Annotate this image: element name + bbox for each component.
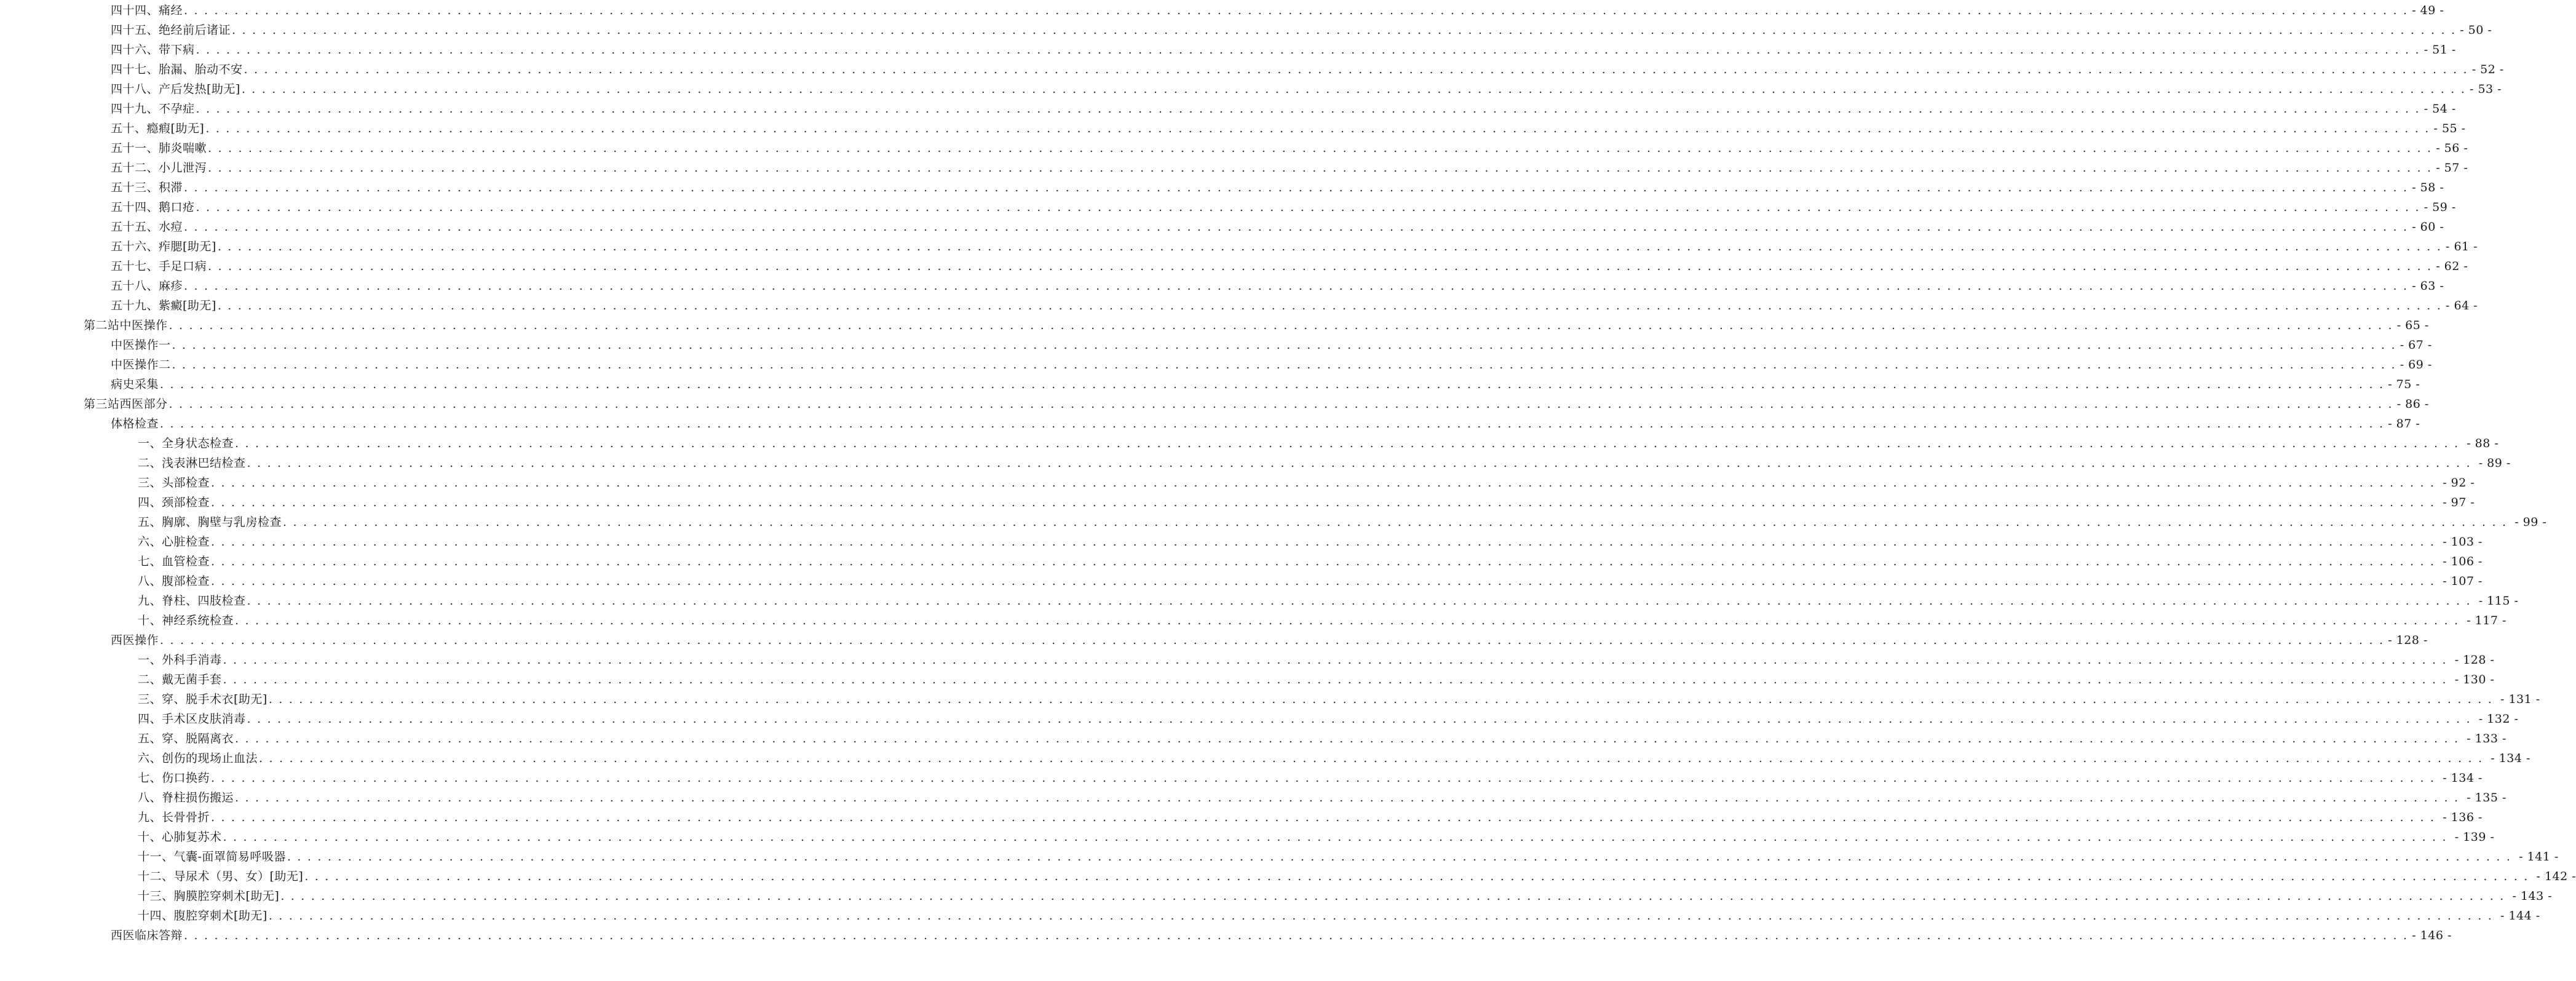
toc-entry-title: 五十五、水痘 [111,220,183,234]
toc-page-number: - 62 - [2436,260,2468,273]
toc-entry-title: 五十六、痄腮[助无] [111,240,216,253]
toc-page-number: - 132 - [2478,712,2519,726]
toc-entry-title: 四十五、绝经前后诸证 [111,23,231,37]
toc-entry[interactable] [138,552,2483,571]
toc-page-number: - 115 - [2478,594,2519,608]
toc-page-number: - 53 - [2470,82,2502,96]
toc-entry-title: 第二站中医操作 [84,319,168,332]
toc-entry[interactable] [138,808,2483,827]
dot-leader: . . . . . . . . . . . . . . . . . . . . . . . . . . . . . . . . . . . . . . . . . . . . . . . . . . . . . . . . . . . . . . . . . . . . . . . . . . . . . . . . . . . . . . . . . . . . . . . . . . . . . . . . . . . . . . . . . . . . . . . . . . . . . . . . . . . . . . . . . . . . . . . . . . . . . . . . . . . . . . . . . . . . . . . . . . . . . . . . . . . . . . . . . . . . . . . . . . . . . . . . . . . . . . . . . . . . . . . . . . . . [184,4,2409,17]
toc-page-number: - 65 - [2396,319,2429,332]
dot-leader: . . . . . . . . . . . . . . . . . . . . . . . . . . . . . . . . . . . . . . . . . . . . . . . . . . . . . . . . . . . . . . . . . . . . . . . . . . . . . . . . . . . . . . . . . . . . . . . . . . . . . . . . . . . . . . . . . . . . . . . . . . . . . . . . . . . . . . . . . . . . . . . . . . . . . . . . . . . . . . . . . . . . . . . . . . . . . . . . . . . . . . . . . . . . . . . . . . . . . . . . . . . . . . . . . . . . . . . . . . . . [172,338,2396,352]
toc-entry[interactable] [138,887,2553,905]
toc-entry-title: 五十一、肺炎喘嗽 [111,141,207,155]
dot-leader: . . . . . . . . . . . . . . . . . . . . . . . . . . . . . . . . . . . . . . . . . . . . . . . . . . . . . . . . . . . . . . . . . . . . . . . . . . . . . . . . . . . . . . . . . . . . . . . . . . . . . . . . . . . . . . . . . . . . . . . . . . . . . . . . . . . . . . . . . . . . . . . . . . . . . . . . . . . . . . . . . . . . . . . . . . . . . . . . . . . . . . . . . . . . . . . . . . . . . . . . . . . . . . . . . . . . . . . . . . . . [168,397,2393,411]
toc-page-number: - 61 - [2446,240,2478,253]
dot-leader: . . . . . . . . . . . . . . . . . . . . . . . . . . . . . . . . . . . . . . . . . . . . . . . . . . . . . . . . . . . . . . . . . . . . . . . . . . . . . . . . . . . . . . . . . . . . . . . . . . . . . . . . . . . . . . . . . . . . . . . . . . . . . . . . . . . . . . . . . . . . . . . . . . . . . . . . . . . . . . . . . . . . . . . . . . . . . . . . . . . . . . . . . . . . . . . . . . . . . . . . . . . . . . . . . . . . . . . . . . . . [160,417,2385,431]
toc-entry-title: 三、穿、脱手术衣[助无] [138,693,268,706]
toc-entry[interactable] [138,513,2547,531]
toc-page-number: - 59 - [2423,201,2456,214]
dot-leader: . . . . . . . . . . . . . . . . . . . . . . . . . . . . . . . . . . . . . . . . . . . . . . . . . . . . . . . . . . . . . . . . . . . . . . . . . . . . . . . . . . . . . . . . . . . . . . . . . . . . . . . . . . . . . . . . . . . . . . . . . . . . . . . . . . . . . . . . . . . . . . . . . . . . . . . . . . . . . . . . . . . . . . . . . . . . . . . . . . . . . . . . . . . . . . . . . . . . . . . . . . . . . . . . . . . . . . . . . . . . [208,161,2433,175]
toc-entry[interactable] [111,926,2452,945]
toc-entry[interactable] [138,788,2507,807]
toc-entry-title: 五十七、手足口病 [111,260,207,273]
dot-leader: . . . . . . . . . . . . . . . . . . . . . . . . . . . . . . . . . . . . . . . . . . . . . . . . . . . . . . . . . . . . . . . . . . . . . . . . . . . . . . . . . . . . . . . . . . . . . . . . . . . . . . . . . . . . . . . . . . . . . . . . . . . . . . . . . . . . . . . . . . . . . . . . . . . . . . . . . . . . . . . . . . . . . . . . . . . . . . . . . . . . . . . . . . . . . . . . . . . . . . . . . . . . . . . . . . . . . . . . . . . . [211,811,2436,824]
toc-entry-title: 五十三、积滞 [111,181,183,194]
toc-entry-title: 十四、腹腔穿刺术[助无] [138,909,268,923]
dot-leader: . . . . . . . . . . . . . . . . . . . . . . . . . . . . . . . . . . . . . . . . . . . . . . . . . . . . . . . . . . . . . . . . . . . . . . . . . . . . . . . . . . . . . . . . . . . . . . . . . . . . . . . . . . . . . . . . . . . . . . . . . . . . . . . . . . . . . . . . . . . . . . . . . . . . . . . . . . . . . . . . . . . . . . . . . . . . . . . . . . . . . . . . . . . . . . . . . . . . . . . . . . . . . . . . . . . . . . . . . . . . [304,870,2529,883]
toc-page-number: - 58 - [2412,181,2444,194]
toc-page-number: - 49 - [2412,4,2444,17]
dot-leader: . . . . . . . . . . . . . . . . . . . . . . . . . . . . . . . . . . . . . . . . . . . . . . . . . . . . . . . . . . . . . . . . . . . . . . . . . . . . . . . . . . . . . . . . . . . . . . . . . . . . . . . . . . . . . . . . . . . . . . . . . . . . . . . . . . . . . . . . . . . . . . . . . . . . . . . . . . . . . . . . . . . . . . . . . . . . . . . . . . . . . . . . . . . . . . . . . . . . . . . . . . . . . . . . . . . . . . . . . . . . [208,260,2433,273]
toc-entry-title: 五十四、鹅口疮 [111,201,195,214]
toc-page-number: - 64 - [2446,299,2478,312]
toc-page-number: - 87 - [2388,417,2420,431]
dot-leader: . . . . . . . . . . . . . . . . . . . . . . . . . . . . . . . . . . . . . . . . . . . . . . . . . . . . . . . . . . . . . . . . . . . . . . . . . . . . . . . . . . . . . . . . . . . . . . . . . . . . . . . . . . . . . . . . . . . . . . . . . . . . . . . . . . . . . . . . . . . . . . . . . . . . . . . . . . . . . . . . . . . . . . . . . . . . . . . . . . . . . . . . . . . . . . . . . . . . . . . . . . . . . . . . . . . . . . . . . . . . [217,299,2442,312]
dot-leader: . . . . . . . . . . . . . . . . . . . . . . . . . . . . . . . . . . . . . . . . . . . . . . . . . . . . . . . . . . . . . . . . . . . . . . . . . . . . . . . . . . . . . . . . . . . . . . . . . . . . . . . . . . . . . . . . . . . . . . . . . . . . . . . . . . . . . . . . . . . . . . . . . . . . . . . . . . . . . . . . . . . . . . . . . . . . . . . . . . . . . . . . . . . . . . . . . . . . . . . . . . . . . . . . . . . . . . . . . . . . [184,279,2409,293]
toc-entry-title: 四、手术区皮肤消毒 [138,712,246,726]
toc-page-number: - 75 - [2388,378,2420,391]
toc-entry[interactable] [138,611,2507,630]
toc-entry[interactable] [111,336,2432,354]
dot-leader: . . . . . . . . . . . . . . . . . . . . . . . . . . . . . . . . . . . . . . . . . . . . . . . . . . . . . . . . . . . . . . . . . . . . . . . . . . . . . . . . . . . . . . . . . . . . . . . . . . . . . . . . . . . . . . . . . . . . . . . . . . . . . . . . . . . . . . . . . . . . . . . . . . . . . . . . . . . . . . . . . . . . . . . . . . . . . . . . . . . . . . . . . . . . . . . . . . . . . . . . . . . . . . . . . . . . . . . . . . . . [241,82,2466,96]
dot-leader: . . . . . . . . . . . . . . . . . . . . . . . . . . . . . . . . . . . . . . . . . . . . . . . . . . . . . . . . . . . . . . . . . . . . . . . . . . . . . . . . . . . . . . . . . . . . . . . . . . . . . . . . . . . . . . . . . . . . . . . . . . . . . . . . . . . . . . . . . . . . . . . . . . . . . . . . . . . . . . . . . . . . . . . . . . . . . . . . . . . . . . . . . . . . . . . . . . . . . . . . . . . . . . . . . . . . . . . . . . . . [211,496,2436,509]
toc-entry-title: 七、血管检查 [138,555,210,568]
dot-leader: . . . . . . . . . . . . . . . . . . . . . . . . . . . . . . . . . . . . . . . . . . . . . . . . . . . . . . . . . . . . . . . . . . . . . . . . . . . . . . . . . . . . . . . . . . . . . . . . . . . . . . . . . . . . . . . . . . . . . . . . . . . . . . . . . . . . . . . . . . . . . . . . . . . . . . . . . . . . . . . . . . . . . . . . . . . . . . . . . . . . . . . . . . . . . . . . . . . . . . . . . . . . . . . . . . . . . . . . . . . . [168,319,2393,332]
toc-page-number: - 88 - [2467,437,2499,450]
toc-entry-title: 第三站西医部分 [84,397,168,411]
dot-leader: . . . . . . . . . . . . . . . . . . . . . . . . . . . . . . . . . . . . . . . . . . . . . . . . . . . . . . . . . . . . . . . . . . . . . . . . . . . . . . . . . . . . . . . . . . . . . . . . . . . . . . . . . . . . . . . . . . . . . . . . . . . . . . . . . . . . . . . . . . . . . . . . . . . . . . . . . . . . . . . . . . . . . . . . . . . . . . . . . . . . . . . . . . . . . . . . . . . . . . . . . . . . . . . . . . . . . . . . . . . . [211,555,2436,568]
toc-page-number: - 128 - [2388,633,2428,647]
toc-entry-title: 八、脊柱损伤搬运 [138,791,234,804]
toc-entry[interactable] [111,21,2492,39]
dot-leader: . . . . . . . . . . . . . . . . . . . . . . . . . . . . . . . . . . . . . . . . . . . . . . . . . . . . . . . . . . . . . . . . . . . . . . . . . . . . . . . . . . . . . . . . . . . . . . . . . . . . . . . . . . . . . . . . . . . . . . . . . . . . . . . . . . . . . . . . . . . . . . . . . . . . . . . . . . . . . . . . . . . . . . . . . . . . . . . . . . . . . . . . . . . . . . . . . . . . . . . . . . . . . . . . . . . . . . . . . . . . [280,889,2505,903]
toc-entry[interactable] [111,355,2432,374]
toc-entry[interactable] [111,375,2420,394]
toc-entry-title: 十二、导尿术（男、女）[助无] [138,870,304,883]
toc-page-number: - 56 - [2436,141,2468,155]
toc-entry[interactable] [138,670,2495,689]
dot-leader: . . . . . . . . . . . . . . . . . . . . . . . . . . . . . . . . . . . . . . . . . . . . . . . . . . . . . . . . . . . . . . . . . . . . . . . . . . . . . . . . . . . . . . . . . . . . . . . . . . . . . . . . . . . . . . . . . . . . . . . . . . . . . . . . . . . . . . . . . . . . . . . . . . . . . . . . . . . . . . . . . . . . . . . . . . . . . . . . . . . . . . . . . . . . . . . . . . . . . . . . . . . . . . . . . . . . . . . . . . . . [235,791,2460,804]
toc-entry[interactable] [138,867,2576,886]
toc-entry-title: 西医操作 [111,633,159,647]
toc-entry[interactable] [138,729,2507,748]
toc-entry[interactable] [111,257,2468,276]
toc-entry[interactable] [138,651,2495,669]
toc-entry-title: 一、外科手消毒 [138,653,222,667]
toc-page-number: - 67 - [2400,338,2432,352]
toc-entry-title: 四十六、带下病 [111,43,195,57]
toc-entry[interactable] [138,592,2519,610]
toc-entry-title: 体格检查 [111,417,159,431]
dot-leader: . . . . . . . . . . . . . . . . . . . . . . . . . . . . . . . . . . . . . . . . . . . . . . . . . . . . . . . . . . . . . . . . . . . . . . . . . . . . . . . . . . . . . . . . . . . . . . . . . . . . . . . . . . . . . . . . . . . . . . . . . . . . . . . . . . . . . . . . . . . . . . . . . . . . . . . . . . . . . . . . . . . . . . . . . . . . . . . . . . . . . . . . . . . . . . . . . . . . . . . . . . . . . . . . . . . . . . . . . . . . [235,732,2460,745]
dot-leader: . . . . . . . . . . . . . . . . . . . . . . . . . . . . . . . . . . . . . . . . . . . . . . . . . . . . . . . . . . . . . . . . . . . . . . . . . . . . . . . . . . . . . . . . . . . . . . . . . . . . . . . . . . . . . . . . . . . . . . . . . . . . . . . . . . . . . . . . . . . . . . . . . . . . . . . . . . . . . . . . . . . . . . . . . . . . . . . . . . . . . . . . . . . . . . . . . . . . . . . . . . . . . . . . . . . . . . . . . . . . [268,909,2493,923]
toc-page-number: - 107 - [2443,574,2483,588]
toc-entry-title: 十三、胸膜腔穿刺术[助无] [138,889,280,903]
toc-page-number: - 146 - [2412,929,2452,942]
toc-entry-title: 四十四、痛经 [111,4,183,17]
toc-entry[interactable] [111,119,2466,138]
toc-page-number: - 135 - [2467,791,2507,804]
toc-entry[interactable] [138,769,2483,787]
toc-entry-title: 七、伤口换药 [138,771,210,785]
dot-leader: . . . . . . . . . . . . . . . . . . . . . . . . . . . . . . . . . . . . . . . . . . . . . . . . . . . . . . . . . . . . . . . . . . . . . . . . . . . . . . . . . . . . . . . . . . . . . . . . . . . . . . . . . . . . . . . . . . . . . . . . . . . . . . . . . . . . . . . . . . . . . . . . . . . . . . . . . . . . . . . . . . . . . . . . . . . . . . . . . . . . . . . . . . . . . . . . . . . . . . . . . . . . . . . . . . . . . . . . . . . . [196,43,2420,57]
dot-leader: . . . . . . . . . . . . . . . . . . . . . . . . . . . . . . . . . . . . . . . . . . . . . . . . . . . . . . . . . . . . . . . . . . . . . . . . . . . . . . . . . . . . . . . . . . . . . . . . . . . . . . . . . . . . . . . . . . . . . . . . . . . . . . . . . . . . . . . . . . . . . . . . . . . . . . . . . . . . . . . . . . . . . . . . . . . . . . . . . . . . . . . . . . . . . . . . . . . . . . . . . . . . . . . . . . . . . . . . . . . . [268,693,2493,706]
toc-entry-title: 一、全身状态检查 [138,437,234,450]
toc-page-number: - 54 - [2423,102,2456,116]
dot-leader: . . . . . . . . . . . . . . . . . . . . . . . . . . . . . . . . . . . . . . . . . . . . . . . . . . . . . . . . . . . . . . . . . . . . . . . . . . . . . . . . . . . . . . . . . . . . . . . . . . . . . . . . . . . . . . . . . . . . . . . . . . . . . . . . . . . . . . . . . . . . . . . . . . . . . . . . . . . . . . . . . . . . . . . . . . . . . . . . . . . . . . . . . . . . . . . . . . . . . . . . . . . . . . . . . . . . . . . . . . . . [287,850,2512,864]
toc-entry[interactable] [111,60,2504,79]
dot-leader: . . . . . . . . . . . . . . . . . . . . . . . . . . . . . . . . . . . . . . . . . . . . . . . . . . . . . . . . . . . . . . . . . . . . . . . . . . . . . . . . . . . . . . . . . . . . . . . . . . . . . . . . . . . . . . . . . . . . . . . . . . . . . . . . . . . . . . . . . . . . . . . . . . . . . . . . . . . . . . . . . . . . . . . . . . . . . . . . . . . . . . . . . . . . . . . . . . . . . . . . . . . . . . . . . . . . . . . . . . . . [211,771,2436,785]
toc-entry[interactable] [138,533,2483,551]
dot-leader: . . . . . . . . . . . . . . . . . . . . . . . . . . . . . . . . . . . . . . . . . . . . . . . . . . . . . . . . . . . . . . . . . . . . . . . . . . . . . . . . . . . . . . . . . . . . . . . . . . . . . . . . . . . . . . . . . . . . . . . . . . . . . . . . . . . . . . . . . . . . . . . . . . . . . . . . . . . . . . . . . . . . . . . . . . . . . . . . . . . . . . . . . . . . . . . . . . . . . . . . . . . . . . . . . . . . . . . . . . . . [223,830,2447,844]
toc-page-number: - 51 - [2423,43,2456,57]
toc-entry[interactable] [111,631,2428,649]
toc-entry[interactable] [111,218,2444,236]
dot-leader: . . . . . . . . . . . . . . . . . . . . . . . . . . . . . . . . . . . . . . . . . . . . . . . . . . . . . . . . . . . . . . . . . . . . . . . . . . . . . . . . . . . . . . . . . . . . . . . . . . . . . . . . . . . . . . . . . . . . . . . . . . . . . . . . . . . . . . . . . . . . . . . . . . . . . . . . . . . . . . . . . . . . . . . . . . . . . . . . . . . . . . . . . . . . . . . . . . . . . . . . . . . . . . . . . . . . . . . . . . . . [235,437,2460,450]
dot-leader: . . . . . . . . . . . . . . . . . . . . . . . . . . . . . . . . . . . . . . . . . . . . . . . . . . . . . . . . . . . . . . . . . . . . . . . . . . . . . . . . . . . . . . . . . . . . . . . . . . . . . . . . . . . . . . . . . . . . . . . . . . . . . . . . . . . . . . . . . . . . . . . . . . . . . . . . . . . . . . . . . . . . . . . . . . . . . . . . . . . . . . . . . . . . . . . . . . . . . . . . . . . . . . . . . . . . . . . . . . . . [205,122,2430,135]
toc-entry[interactable] [84,395,2429,413]
toc-entry-title: 十、神经系统检查 [138,614,234,627]
toc-entry-title: 五十九、紫癜[助无] [111,299,216,312]
toc-entry[interactable] [138,690,2540,709]
toc-entry[interactable] [111,139,2468,157]
toc-page-number: - 142 - [2536,870,2576,883]
toc-entry-title: 九、脊柱、四肢检查 [138,594,246,608]
dot-leader: . . . . . . . . . . . . . . . . . . . . . . . . . . . . . . . . . . . . . . . . . . . . . . . . . . . . . . . . . . . . . . . . . . . . . . . . . . . . . . . . . . . . . . . . . . . . . . . . . . . . . . . . . . . . . . . . . . . . . . . . . . . . . . . . . . . . . . . . . . . . . . . . . . . . . . . . . . . . . . . . . . . . . . . . . . . . . . . . . . . . . . . . . . . . . . . . . . . . . . . . . . . . . . . . . . . . . . . . . . . . [160,633,2385,647]
dot-leader: . . . . . . . . . . . . . . . . . . . . . . . . . . . . . . . . . . . . . . . . . . . . . . . . . . . . . . . . . . . . . . . . . . . . . . . . . . . . . . . . . . . . . . . . . . . . . . . . . . . . . . . . . . . . . . . . . . . . . . . . . . . . . . . . . . . . . . . . . . . . . . . . . . . . . . . . . . . . . . . . . . . . . . . . . . . . . . . . . . . . . . . . . . . . . . . . . . . . . . . . . . . . . . . . . . . . . . . . . . . . [208,141,2433,155]
dot-leader: . . . . . . . . . . . . . . . . . . . . . . . . . . . . . . . . . . . . . . . . . . . . . . . . . . . . . . . . . . . . . . . . . . . . . . . . . . . . . . . . . . . . . . . . . . . . . . . . . . . . . . . . . . . . . . . . . . . . . . . . . . . . . . . . . . . . . . . . . . . . . . . . . . . . . . . . . . . . . . . . . . . . . . . . . . . . . . . . . . . . . . . . . . . . . . . . . . . . . . . . . . . . . . . . . . . . . . . . . . . . [259,752,2484,765]
toc-page-number: - 141 - [2519,850,2559,864]
toc-entry-title: 二、戴无菌手套 [138,673,222,686]
toc-entry[interactable] [111,41,2456,59]
toc-page-number: - 143 - [2512,889,2553,903]
toc-page-number: - 130 - [2454,673,2495,686]
dot-leader: . . . . . . . . . . . . . . . . . . . . . . . . . . . . . . . . . . . . . . . . . . . . . . . . . . . . . . . . . . . . . . . . . . . . . . . . . . . . . . . . . . . . . . . . . . . . . . . . . . . . . . . . . . . . . . . . . . . . . . . . . . . . . . . . . . . . . . . . . . . . . . . . . . . . . . . . . . . . . . . . . . . . . . . . . . . . . . . . . . . . . . . . . . . . . . . . . . . . . . . . . . . . . . . . . . . . . . . . . . . . [217,240,2442,253]
toc-page-number: - 63 - [2412,279,2444,293]
toc-entry-title: 五十八、麻疹 [111,279,183,293]
toc-page-number: - 92 - [2443,476,2475,490]
toc-entry[interactable] [138,848,2559,866]
dot-leader: . . . . . . . . . . . . . . . . . . . . . . . . . . . . . . . . . . . . . . . . . . . . . . . . . . . . . . . . . . . . . . . . . . . . . . . . . . . . . . . . . . . . . . . . . . . . . . . . . . . . . . . . . . . . . . . . . . . . . . . . . . . . . . . . . . . . . . . . . . . . . . . . . . . . . . . . . . . . . . . . . . . . . . . . . . . . . . . . . . . . . . . . . . . . . . . . . . . . . . . . . . . . . . . . . . . . . . . . . . . . [211,476,2436,490]
toc-entry-title: 中医操作一 [111,338,171,352]
toc-page-number: - 99 - [2515,515,2547,529]
toc-entry-title: 六、创伤的现场止血法 [138,752,258,765]
toc-entry-title: 六、心脏检查 [138,535,210,549]
toc-entry[interactable] [138,749,2530,768]
dot-leader: . . . . . . . . . . . . . . . . . . . . . . . . . . . . . . . . . . . . . . . . . . . . . . . . . . . . . . . . . . . . . . . . . . . . . . . . . . . . . . . . . . . . . . . . . . . . . . . . . . . . . . . . . . . . . . . . . . . . . . . . . . . . . . . . . . . . . . . . . . . . . . . . . . . . . . . . . . . . . . . . . . . . . . . . . . . . . . . . . . . . . . . . . . . . . . . . . . . . . . . . . . . . . . . . . . . . . . . . . . . . [247,456,2471,470]
toc-entry[interactable] [138,828,2495,846]
toc-page-number: - 50 - [2460,23,2492,37]
dot-leader: . . . . . . . . . . . . . . . . . . . . . . . . . . . . . . . . . . . . . . . . . . . . . . . . . . . . . . . . . . . . . . . . . . . . . . . . . . . . . . . . . . . . . . . . . . . . . . . . . . . . . . . . . . . . . . . . . . . . . . . . . . . . . . . . . . . . . . . . . . . . . . . . . . . . . . . . . . . . . . . . . . . . . . . . . . . . . . . . . . . . . . . . . . . . . . . . . . . . . . . . . . . . . . . . . . . . . . . . . . . . [172,358,2396,371]
dot-leader: . . . . . . . . . . . . . . . . . . . . . . . . . . . . . . . . . . . . . . . . . . . . . . . . . . . . . . . . . . . . . . . . . . . . . . . . . . . . . . . . . . . . . . . . . . . . . . . . . . . . . . . . . . . . . . . . . . . . . . . . . . . . . . . . . . . . . . . . . . . . . . . . . . . . . . . . . . . . . . . . . . . . . . . . . . . . . . . . . . . . . . . . . . . . . . . . . . . . . . . . . . . . . . . . . . . . . . . . . . . . [223,673,2447,686]
toc-page-number: - 128 - [2454,653,2495,667]
toc-entry[interactable] [138,710,2519,728]
toc-entry[interactable] [138,493,2475,512]
toc-entry-title: 八、腹部检查 [138,574,210,588]
dot-leader: . . . . . . . . . . . . . . . . . . . . . . . . . . . . . . . . . . . . . . . . . . . . . . . . . . . . . . . . . . . . . . . . . . . . . . . . . . . . . . . . . . . . . . . . . . . . . . . . . . . . . . . . . . . . . . . . . . . . . . . . . . . . . . . . . . . . . . . . . . . . . . . . . . . . . . . . . . . . . . . . . . . . . . . . . . . . . . . . . . . . . . . . . . . . . . . . . . . . . . . . . . . . . . . . . . . . . . . . . . . . [196,102,2420,116]
toc-page-number: - 136 - [2443,811,2483,824]
toc-page-number: - 89 - [2478,456,2511,470]
toc-entry-title: 十一、气囊-面罩简易呼吸器 [138,850,286,864]
dot-leader: . . . . . . . . . . . . . . . . . . . . . . . . . . . . . . . . . . . . . . . . . . . . . . . . . . . . . . . . . . . . . . . . . . . . . . . . . . . . . . . . . . . . . . . . . . . . . . . . . . . . . . . . . . . . . . . . . . . . . . . . . . . . . . . . . . . . . . . . . . . . . . . . . . . . . . . . . . . . . . . . . . . . . . . . . . . . . . . . . . . . . . . . . . . . . . . . . . . . . . . . . . . . . . . . . . . . . . . . . . . . [211,535,2436,549]
toc-entry-title: 病史采集 [111,378,159,391]
toc-entry-title: 四十九、不孕症 [111,102,195,116]
toc-entry-title: 四十七、胎漏、胎动不安 [111,63,243,76]
dot-leader: . . . . . . . . . . . . . . . . . . . . . . . . . . . . . . . . . . . . . . . . . . . . . . . . . . . . . . . . . . . . . . . . . . . . . . . . . . . . . . . . . . . . . . . . . . . . . . . . . . . . . . . . . . . . . . . . . . . . . . . . . . . . . . . . . . . . . . . . . . . . . . . . . . . . . . . . . . . . . . . . . . . . . . . . . . . . . . . . . . . . . . . . . . . . . . . . . . . . . . . . . . . . . . . . . . . . . . . . . . . . [196,201,2420,214]
toc-page-number: - 69 - [2400,358,2432,371]
toc-page-number: - 133 - [2467,732,2507,745]
toc-page-number: - 134 - [2443,771,2483,785]
toc-page-number: - 86 - [2396,397,2429,411]
toc-entry[interactable] [111,1,2444,20]
toc-entry[interactable] [111,198,2456,216]
dot-leader: . . . . . . . . . . . . . . . . . . . . . . . . . . . . . . . . . . . . . . . . . . . . . . . . . . . . . . . . . . . . . . . . . . . . . . . . . . . . . . . . . . . . . . . . . . . . . . . . . . . . . . . . . . . . . . . . . . . . . . . . . . . . . . . . . . . . . . . . . . . . . . . . . . . . . . . . . . . . . . . . . . . . . . . . . . . . . . . . . . . . . . . . . . . . . . . . . . . . . . . . . . . . . . . . . . . . . . . . . . . . [244,63,2468,76]
toc-entry[interactable] [111,415,2420,433]
dot-leader: . . . . . . . . . . . . . . . . . . . . . . . . . . . . . . . . . . . . . . . . . . . . . . . . . . . . . . . . . . . . . . . . . . . . . . . . . . . . . . . . . . . . . . . . . . . . . . . . . . . . . . . . . . . . . . . . . . . . . . . . . . . . . . . . . . . . . . . . . . . . . . . . . . . . . . . . . . . . . . . . . . . . . . . . . . . . . . . . . . . . . . . . . . . . . . . . . . . . . . . . . . . . . . . . . . . . . . . . . . . . [232,23,2457,37]
toc-entry[interactable] [111,237,2478,256]
toc-page-number: - 57 - [2436,161,2468,175]
toc-page-number: - 131 - [2500,693,2540,706]
dot-leader: . . . . . . . . . . . . . . . . . . . . . . . . . . . . . . . . . . . . . . . . . . . . . . . . . . . . . . . . . . . . . . . . . . . . . . . . . . . . . . . . . . . . . . . . . . . . . . . . . . . . . . . . . . . . . . . . . . . . . . . . . . . . . . . . . . . . . . . . . . . . . . . . . . . . . . . . . . . . . . . . . . . . . . . . . . . . . . . . . . . . . . . . . . . . . . . . . . . . . . . . . . . . . . . . . . . . . . . . . . . . [235,614,2460,627]
toc-entry[interactable] [111,178,2444,197]
toc-entry[interactable] [111,80,2502,98]
toc-entry[interactable] [138,454,2511,472]
toc-page-number: - 106 - [2443,555,2483,568]
toc-page-number: - 139 - [2454,830,2495,844]
toc-page-number: - 52 - [2471,63,2504,76]
toc-entry[interactable] [111,296,2478,315]
toc-page-number: - 97 - [2443,496,2475,509]
dot-leader: . . . . . . . . . . . . . . . . . . . . . . . . . . . . . . . . . . . . . . . . . . . . . . . . . . . . . . . . . . . . . . . . . . . . . . . . . . . . . . . . . . . . . . . . . . . . . . . . . . . . . . . . . . . . . . . . . . . . . . . . . . . . . . . . . . . . . . . . . . . . . . . . . . . . . . . . . . . . . . . . . . . . . . . . . . . . . . . . . . . . . . . . . . . . . . . . . . . . . . . . . . . . . . . . . . . . . . . . . . . . [247,712,2471,726]
toc-entry[interactable] [138,474,2475,492]
toc-entry[interactable] [84,316,2429,335]
toc-entry-title: 四十八、产后发热[助无] [111,82,240,96]
dot-leader: . . . . . . . . . . . . . . . . . . . . . . . . . . . . . . . . . . . . . . . . . . . . . . . . . . . . . . . . . . . . . . . . . . . . . . . . . . . . . . . . . . . . . . . . . . . . . . . . . . . . . . . . . . . . . . . . . . . . . . . . . . . . . . . . . . . . . . . . . . . . . . . . . . . . . . . . . . . . . . . . . . . . . . . . . . . . . . . . . . . . . . . . . . . . . . . . . . . . . . . . . . . . . . . . . . . . . . . . . . . . [184,220,2409,234]
toc-page-number: - 103 - [2443,535,2483,549]
toc-entry-title: 五十二、小儿泄泻 [111,161,207,175]
toc-entry-title: 五、穿、脱隔离衣 [138,732,234,745]
toc-page-number: - 117 - [2467,614,2507,627]
toc-entry[interactable] [138,907,2540,925]
dot-leader: . . . . . . . . . . . . . . . . . . . . . . . . . . . . . . . . . . . . . . . . . . . . . . . . . . . . . . . . . . . . . . . . . . . . . . . . . . . . . . . . . . . . . . . . . . . . . . . . . . . . . . . . . . . . . . . . . . . . . . . . . . . . . . . . . . . . . . . . . . . . . . . . . . . . . . . . . . . . . . . . . . . . . . . . . . . . . . . . . . . . . . . . . . . . . . . . . . . . . . . . . . . . . . . . . . . . . . . . . . . . [283,515,2508,529]
toc-entry-title: 十、心肺复苏术 [138,830,222,844]
toc-entry-title: 四、颈部检查 [138,496,210,509]
toc-entry[interactable] [111,159,2468,177]
dot-leader: . . . . . . . . . . . . . . . . . . . . . . . . . . . . . . . . . . . . . . . . . . . . . . . . . . . . . . . . . . . . . . . . . . . . . . . . . . . . . . . . . . . . . . . . . . . . . . . . . . . . . . . . . . . . . . . . . . . . . . . . . . . . . . . . . . . . . . . . . . . . . . . . . . . . . . . . . . . . . . . . . . . . . . . . . . . . . . . . . . . . . . . . . . . . . . . . . . . . . . . . . . . . . . . . . . . . . . . . . . . . [184,929,2409,942]
toc-entry-title: 中医操作二 [111,358,171,371]
toc-entry-title: 二、浅表淋巴结检查 [138,456,246,470]
dot-leader: . . . . . . . . . . . . . . . . . . . . . . . . . . . . . . . . . . . . . . . . . . . . . . . . . . . . . . . . . . . . . . . . . . . . . . . . . . . . . . . . . . . . . . . . . . . . . . . . . . . . . . . . . . . . . . . . . . . . . . . . . . . . . . . . . . . . . . . . . . . . . . . . . . . . . . . . . . . . . . . . . . . . . . . . . . . . . . . . . . . . . . . . . . . . . . . . . . . . . . . . . . . . . . . . . . . . . . . . . . . . [184,181,2409,194]
toc-entry[interactable] [111,100,2456,118]
toc-page-number: - 144 - [2500,909,2540,923]
toc-entry-title: 西医临床答辩 [111,929,183,942]
toc-entry-title: 三、头部检查 [138,476,210,490]
toc-entry[interactable] [138,572,2483,590]
toc-entry[interactable] [138,434,2499,453]
toc-page-number: - 134 - [2491,752,2530,765]
dot-leader: . . . . . . . . . . . . . . . . . . . . . . . . . . . . . . . . . . . . . . . . . . . . . . . . . . . . . . . . . . . . . . . . . . . . . . . . . . . . . . . . . . . . . . . . . . . . . . . . . . . . . . . . . . . . . . . . . . . . . . . . . . . . . . . . . . . . . . . . . . . . . . . . . . . . . . . . . . . . . . . . . . . . . . . . . . . . . . . . . . . . . . . . . . . . . . . . . . . . . . . . . . . . . . . . . . . . . . . . . . . . [211,574,2436,588]
dot-leader: . . . . . . . . . . . . . . . . . . . . . . . . . . . . . . . . . . . . . . . . . . . . . . . . . . . . . . . . . . . . . . . . . . . . . . . . . . . . . . . . . . . . . . . . . . . . . . . . . . . . . . . . . . . . . . . . . . . . . . . . . . . . . . . . . . . . . . . . . . . . . . . . . . . . . . . . . . . . . . . . . . . . . . . . . . . . . . . . . . . . . . . . . . . . . . . . . . . . . . . . . . . . . . . . . . . . . . . . . . . . [247,594,2471,608]
toc-entry-title: 九、长骨骨折 [138,811,210,824]
toc-entry-title: 五十、瘾瘕[助无] [111,122,205,135]
dot-leader: . . . . . . . . . . . . . . . . . . . . . . . . . . . . . . . . . . . . . . . . . . . . . . . . . . . . . . . . . . . . . . . . . . . . . . . . . . . . . . . . . . . . . . . . . . . . . . . . . . . . . . . . . . . . . . . . . . . . . . . . . . . . . . . . . . . . . . . . . . . . . . . . . . . . . . . . . . . . . . . . . . . . . . . . . . . . . . . . . . . . . . . . . . . . . . . . . . . . . . . . . . . . . . . . . . . . . . . . . . . . [160,378,2385,391]
toc-page-number: - 60 - [2412,220,2444,234]
dot-leader: . . . . . . . . . . . . . . . . . . . . . . . . . . . . . . . . . . . . . . . . . . . . . . . . . . . . . . . . . . . . . . . . . . . . . . . . . . . . . . . . . . . . . . . . . . . . . . . . . . . . . . . . . . . . . . . . . . . . . . . . . . . . . . . . . . . . . . . . . . . . . . . . . . . . . . . . . . . . . . . . . . . . . . . . . . . . . . . . . . . . . . . . . . . . . . . . . . . . . . . . . . . . . . . . . . . . . . . . . . . . [223,653,2447,667]
toc-entry[interactable] [111,277,2444,295]
toc-page-number: - 55 - [2433,122,2466,135]
toc-entry-title: 五、胸廓、胸壁与乳房检查 [138,515,282,529]
